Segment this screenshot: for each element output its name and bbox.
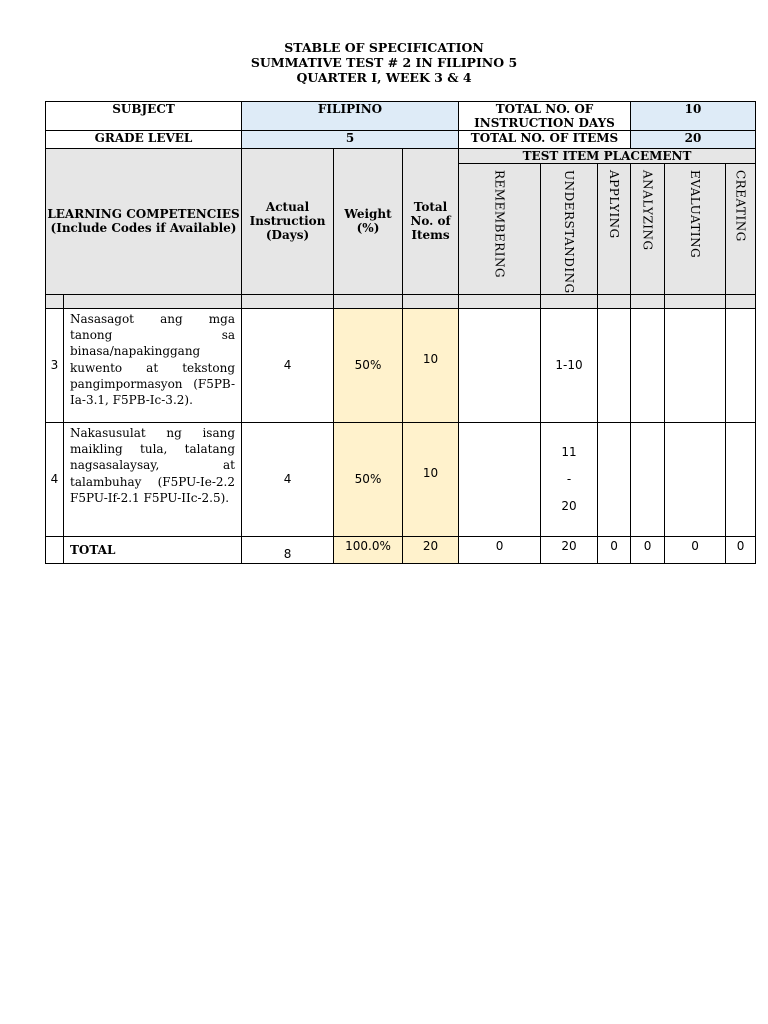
spacer-cell (726, 294, 756, 308)
subject-value: FILIPINO (242, 102, 459, 131)
actual-days-value: 4 (242, 308, 334, 422)
competency-text: Nakasusulat ng isang maikling tula, talatang nagsasalaysay, at talambuhay (F5PU-Ie-2.2 F5PU-If-2.1 F5PU-IIc-2.5). (64, 422, 242, 536)
applying-label: APPLYING (607, 170, 622, 239)
spacer-cell (46, 294, 64, 308)
evaluating-label: EVALUATING (688, 170, 703, 259)
remembering-header (459, 164, 541, 295)
total-remembering: 0 (459, 536, 541, 563)
table-row (46, 422, 756, 536)
applying-header (598, 164, 631, 295)
grade-level-value: 5 (242, 131, 459, 149)
applying-cell (598, 422, 631, 536)
spacer-cell (665, 294, 726, 308)
creating-cell (726, 308, 756, 422)
subject-label: SUBJECT (46, 102, 242, 131)
total-understanding: 20 (541, 536, 598, 563)
actual-days-value: 4 (242, 422, 334, 536)
document-period: QUARTER I, WEEK 3 & 4 (296, 70, 472, 85)
spacer-row (46, 294, 756, 308)
header-row-top (46, 149, 756, 164)
spacer-cell (403, 294, 459, 308)
analyzing-cell (631, 422, 665, 536)
items-value: 10 (403, 308, 459, 422)
understanding-cell: 1-10 (541, 308, 598, 422)
understanding-header (541, 164, 598, 295)
understanding-range-start: 11 (561, 444, 577, 459)
instruction-days-value: 10 (631, 102, 756, 131)
total-items: 20 (403, 536, 459, 563)
actual-days-header: Actual Instruction (Days) (242, 149, 334, 295)
spacer-cell (334, 294, 403, 308)
creating-header (726, 164, 756, 295)
spacer-cell (541, 294, 598, 308)
spacer-cell (242, 294, 334, 308)
understanding-range-dash: - (566, 471, 572, 486)
remembering-cell (459, 422, 541, 536)
total-creating: 0 (726, 536, 756, 563)
remembering-label: REMEMBERING (492, 170, 507, 279)
creating-label: CREATING (733, 170, 748, 242)
table-of-specification (45, 101, 756, 564)
total-items-value: 20 (631, 131, 756, 149)
weight-value: 50% (334, 308, 403, 422)
items-value: 10 (403, 422, 459, 536)
spacer-cell (64, 294, 242, 308)
understanding-cell (541, 422, 598, 536)
total-days: 8 (242, 536, 334, 563)
remembering-cell (459, 308, 541, 422)
grade-level-label: GRADE LEVEL (46, 131, 242, 149)
table-row (46, 308, 756, 422)
creating-cell (726, 422, 756, 536)
total-row-number (46, 536, 64, 563)
evaluating-cell (665, 422, 726, 536)
total-row (46, 536, 756, 563)
analyzing-header (631, 164, 665, 295)
total-applying: 0 (598, 536, 631, 563)
analyzing-cell (631, 308, 665, 422)
weight-header: Weight (%) (334, 149, 403, 295)
understanding-range-end: 20 (561, 498, 577, 513)
evaluating-cell (665, 308, 726, 422)
total-weight: 100.0% (334, 536, 403, 563)
total-analyzing: 0 (631, 536, 665, 563)
spacer-cell (598, 294, 631, 308)
row-number: 3 (46, 308, 64, 422)
analyzing-label: ANALYZING (640, 170, 655, 251)
test-item-placement-header: TEST ITEM PLACEMENT (459, 149, 756, 164)
document-title: STABLE OF SPECIFICATION (284, 40, 484, 55)
spacer-cell (459, 294, 541, 308)
total-evaluating: 0 (665, 536, 726, 563)
evaluating-header (665, 164, 726, 295)
subject-row (46, 102, 756, 131)
spacer-cell (631, 294, 665, 308)
total-label: TOTAL (64, 536, 242, 563)
document-subtitle: SUMMATIVE TEST # 2 IN FILIPINO 5 (250, 55, 518, 70)
understanding-label: UNDERSTANDING (562, 170, 577, 294)
applying-cell (598, 308, 631, 422)
competency-text: Nasasagot ang mga tanong sa binasa/napakinggang kuwento at tekstong pangimpormasyon (F5PB-Ia-3.1, F5PB-Ic-3.2). (64, 308, 242, 422)
competencies-header: LEARNING COMPETENCIES (Include Codes if Available) (46, 149, 242, 295)
row-number: 4 (46, 422, 64, 536)
grade-row (46, 131, 756, 149)
total-items-label: TOTAL NO. OF ITEMS (459, 131, 631, 149)
weight-value: 50% (334, 422, 403, 536)
instruction-days-label: TOTAL NO. OF INSTRUCTION DAYS (459, 102, 631, 131)
total-items-header: Total No. of Items (403, 149, 459, 295)
